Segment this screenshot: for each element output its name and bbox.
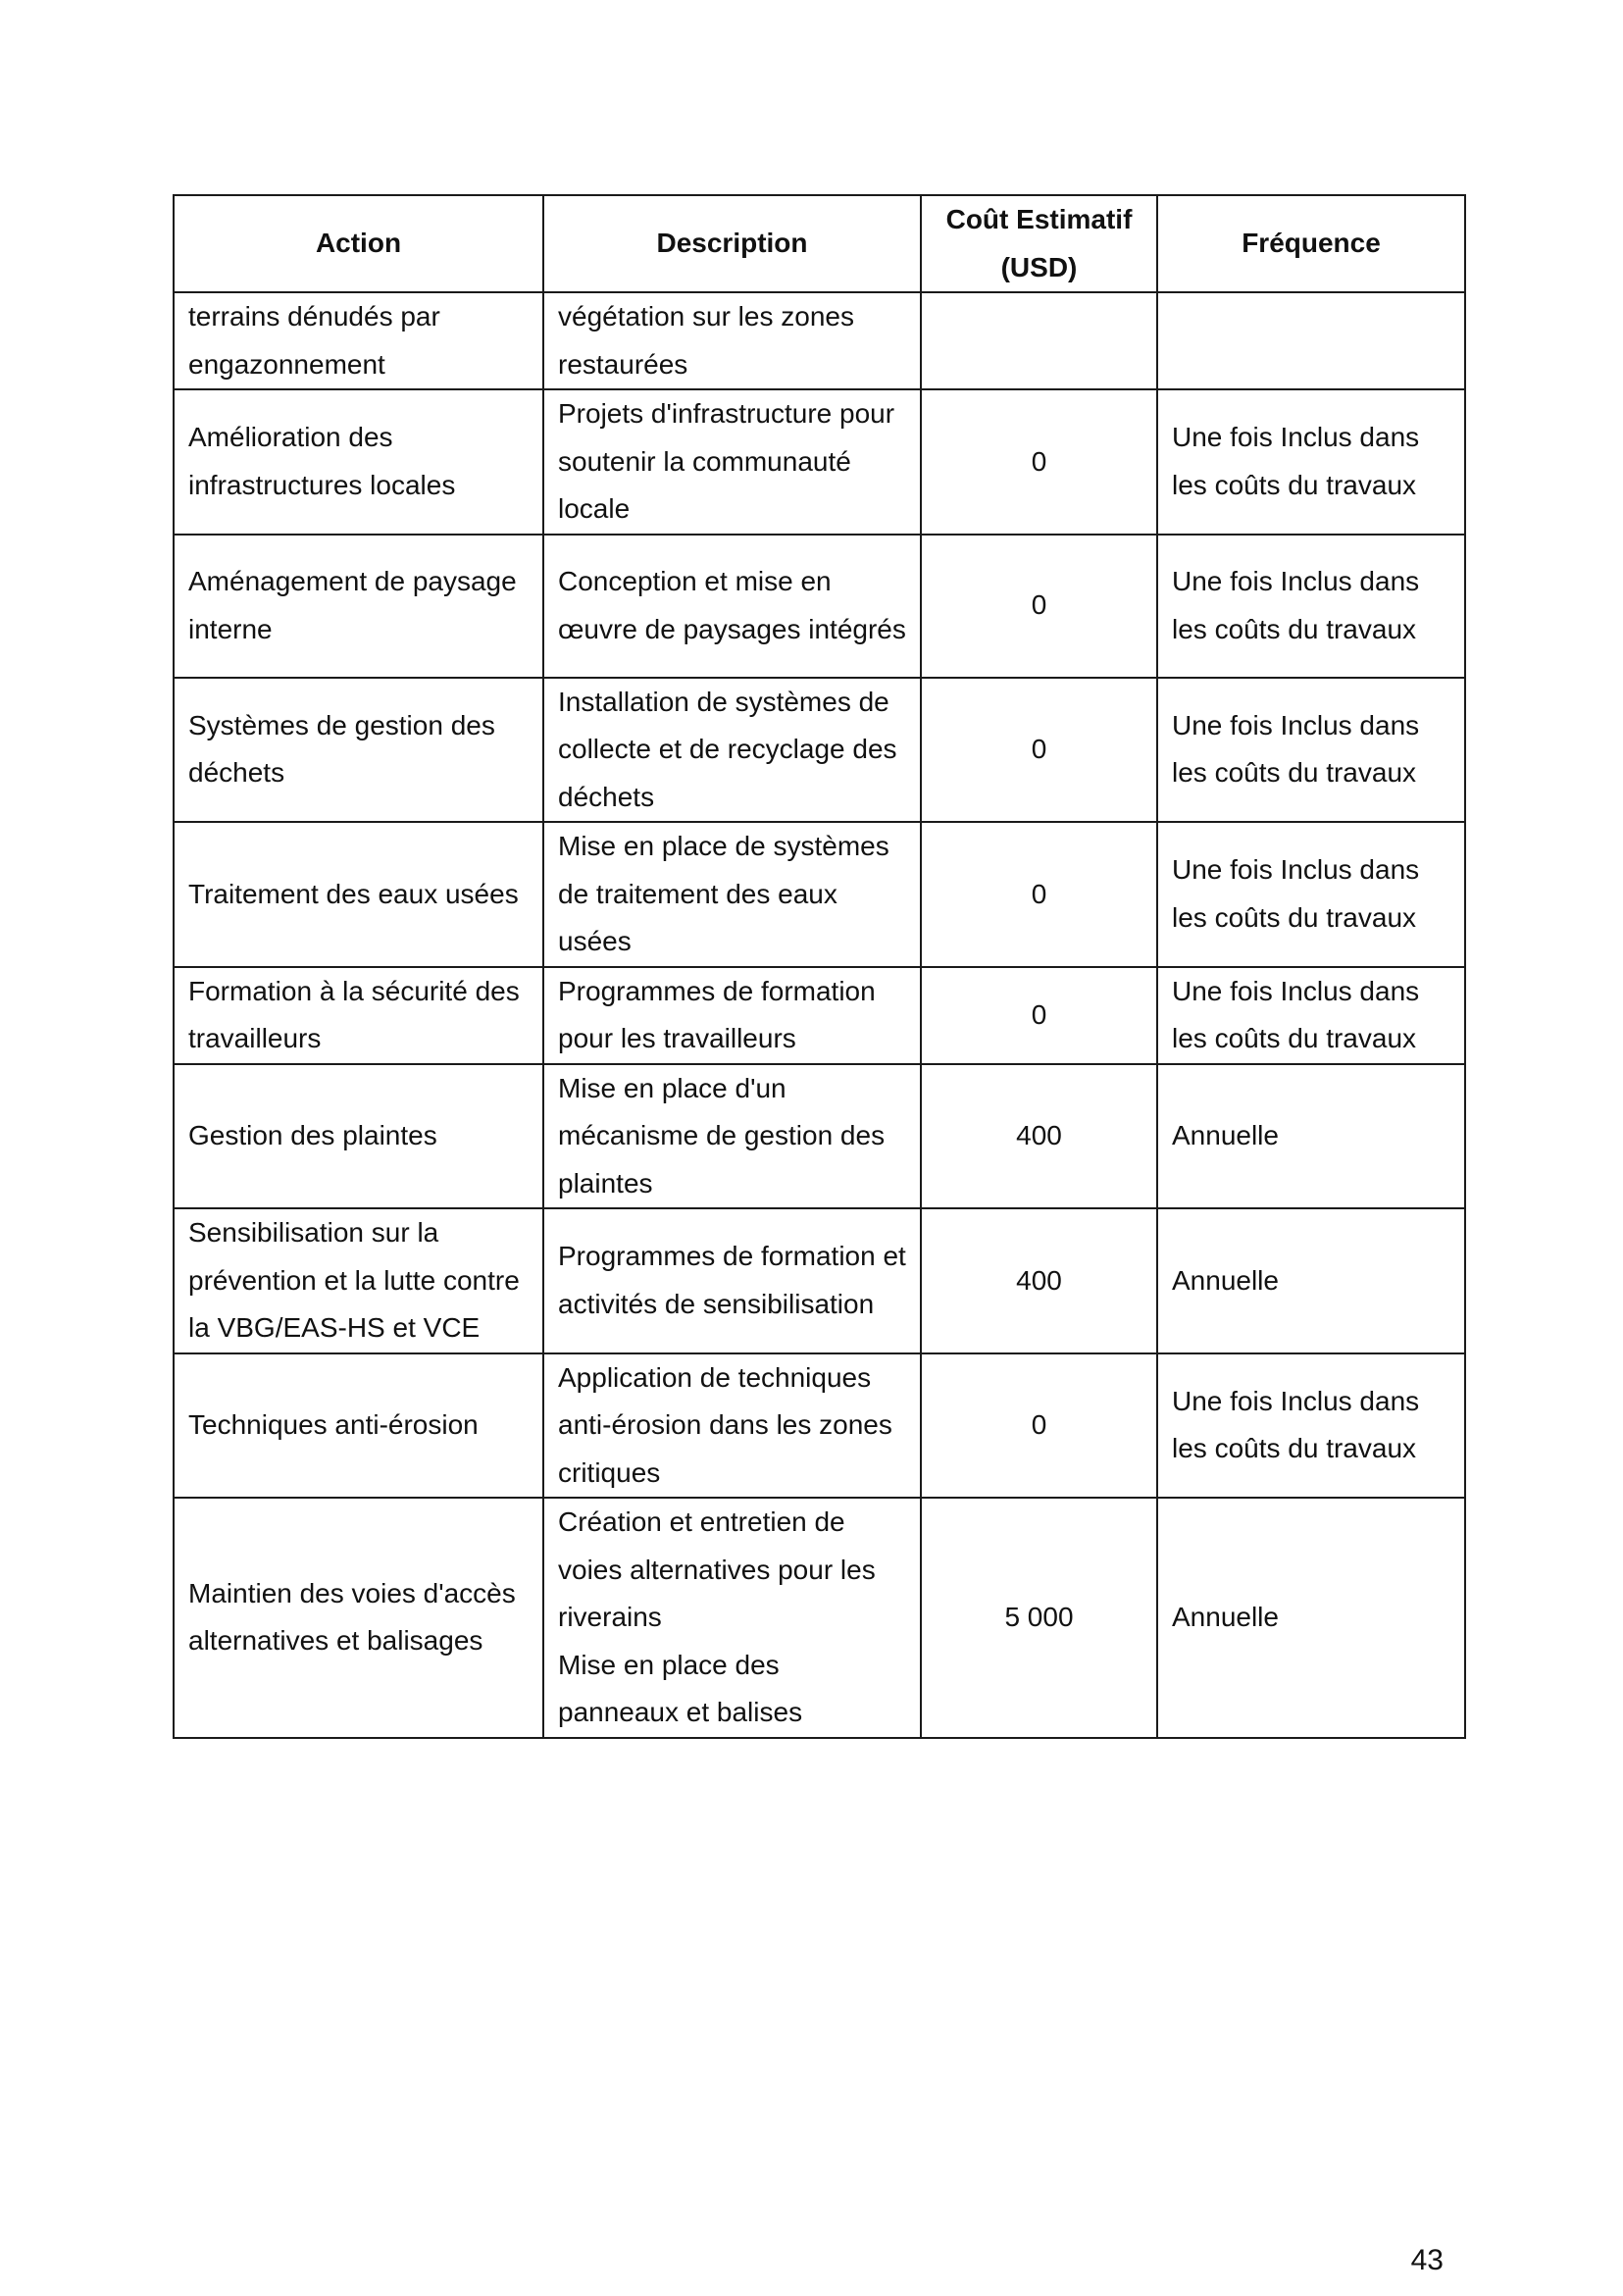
cell-action: Formation à la sécurité des travailleurs [174,967,543,1064]
description-line: Conception et mise en œuvre de paysages intégrés [558,566,906,644]
table-row [174,1064,1465,1209]
table-row [174,1498,1465,1738]
description-line: Programmes de formation pour les travailleurs [558,975,876,1053]
cell-frequency: Une fois Inclus dans les coûts du travaux [1157,535,1465,678]
cell-action: Gestion des plaintes [174,1064,543,1209]
header-description: Description [543,195,921,292]
cell-action: Techniques anti-érosion [174,1353,543,1499]
cell-cost: 0 [921,822,1157,967]
cell-action: Amélioration des infrastructures locales [174,389,543,535]
cell-frequency: Une fois Inclus dans les coûts du travaux [1157,822,1465,967]
table-header [174,195,1465,292]
cell-frequency: Une fois Inclus dans les coûts du travaux [1157,678,1465,823]
description-line: Mise en place des panneaux et balises [558,1649,803,1727]
cell-cost: 400 [921,1208,1157,1353]
mitigation-measures-table [173,194,1466,1739]
cell-action: terrains dénudés par engazonnement [174,292,543,389]
cell-frequency: Annuelle [1157,1498,1465,1738]
page-number: 43 [1410,2244,1444,2276]
cell-cost: 0 [921,535,1157,678]
cell-description [543,292,921,389]
description-line: végétation sur les zones restaurées [558,301,854,380]
table-row [174,678,1465,823]
description-line: Projets d'infrastructure pour soutenir la communauté locale [558,398,895,524]
table-row [174,535,1465,678]
cell-description [543,967,921,1064]
description-line: Installation de systèmes de collecte et de recyclage des déchets [558,686,897,812]
header-action: Action [174,195,543,292]
cell-description [543,1353,921,1499]
table-row [174,1208,1465,1353]
cell-frequency: Une fois Inclus dans les coûts du travaux [1157,389,1465,535]
cell-description [543,389,921,535]
cell-action: Traitement des eaux usées [174,822,543,967]
cell-action: Maintien des voies d'accès alternatives et balisages [174,1498,543,1738]
cell-description [543,1064,921,1209]
cell-cost: 0 [921,967,1157,1064]
cell-cost: 0 [921,1353,1157,1499]
cell-action: Aménagement de paysage interne [174,535,543,678]
cell-frequency: Annuelle [1157,1064,1465,1209]
cell-frequency: Annuelle [1157,1208,1465,1353]
cell-cost: 0 [921,678,1157,823]
header-cost: Coût Estimatif (USD) [921,195,1157,292]
table-row [174,292,1465,389]
cell-frequency [1157,292,1465,389]
cell-cost: 0 [921,389,1157,535]
cell-description [543,678,921,823]
table-row [174,822,1465,967]
description-line: Application de techniques anti-érosion dans les zones critiques [558,1361,892,1488]
cell-description [543,822,921,967]
cell-action: Sensibilisation sur la prévention et la lutte contre la VBG/EAS-HS et VCE [174,1208,543,1353]
table-row [174,1353,1465,1499]
description-line: Mise en place de systèmes de traitement des eaux usées [558,831,889,956]
cell-frequency: Une fois Inclus dans les coûts du travaux [1157,1353,1465,1499]
header-frequency: Fréquence [1157,195,1465,292]
description-line: Création et entretien de voies alternatives pour les riverains [558,1506,876,1632]
table-row [174,967,1465,1064]
cell-cost: 5 000 [921,1498,1157,1738]
cell-cost: 400 [921,1064,1157,1209]
cell-description [543,535,921,678]
table-row [174,389,1465,535]
cell-description [543,1208,921,1353]
cell-cost [921,292,1157,389]
table-body [174,292,1465,1738]
description-line: Mise en place d'un mécanisme de gestion des plaintes [558,1072,886,1199]
cell-frequency: Une fois Inclus dans les coûts du travaux [1157,967,1465,1064]
description-line: Programmes de formation et activités de sensibilisation [558,1241,906,1319]
header-row [174,195,1465,292]
cell-action: Systèmes de gestion des déchets [174,678,543,823]
cell-description [543,1498,921,1738]
